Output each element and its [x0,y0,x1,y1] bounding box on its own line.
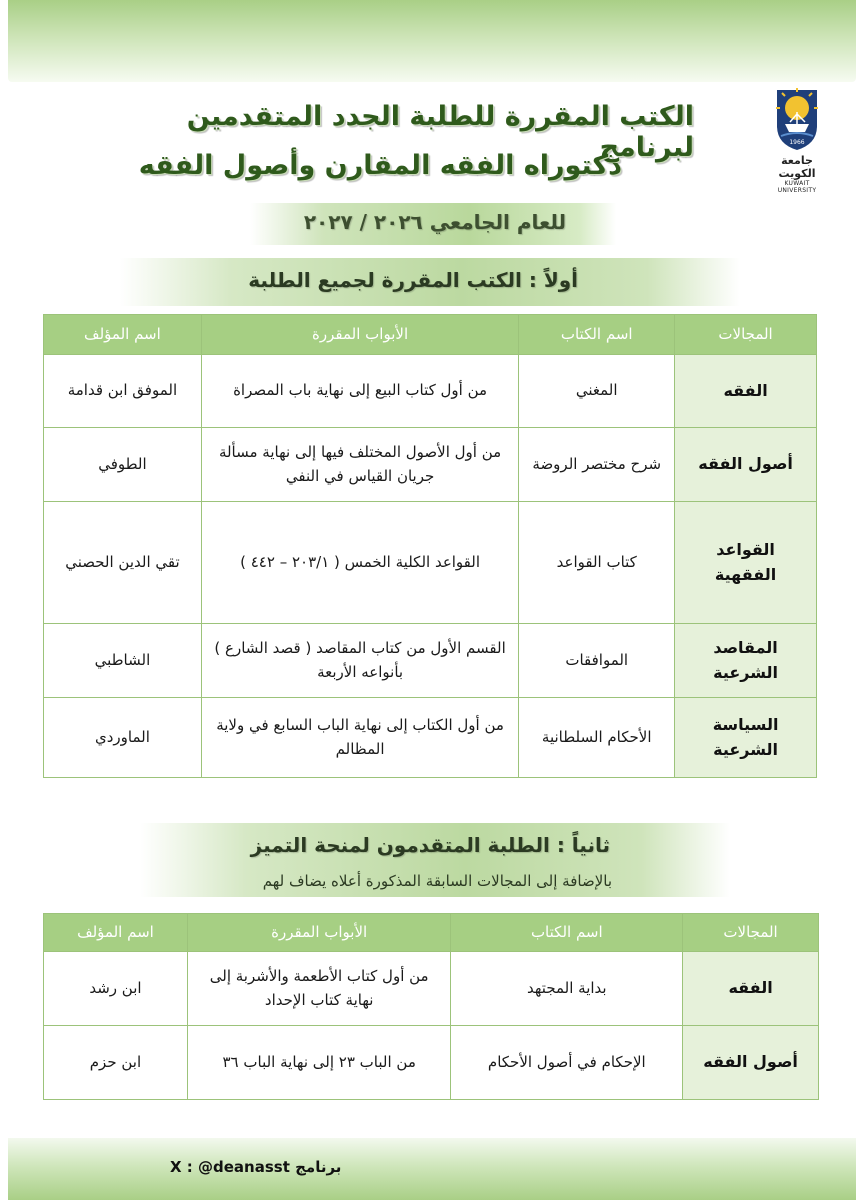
cell-field: الفقه [683,952,819,1026]
cell-book: الإحكام في أصول الأحكام [451,1026,683,1100]
table-row [44,355,817,428]
cell-field: أصول الفقه [683,1026,819,1100]
cell-author: الموفق ابن قدامة [44,355,202,428]
page-title-line1: الكتب المقررة للطلبة الجدد المتقدمين لبرنامج [186,101,694,163]
cell-field: الفقه [675,355,817,428]
cell-book: الأحكام السلطانية [519,698,675,778]
column-header-chapters: الأبواب المقررة [187,914,451,952]
cell-chapters: من أول كتاب البيع إلى نهاية باب المصراة [201,355,518,428]
cell-field: القواعد الفقهية [675,502,817,624]
cell-chapters: من أول الأصول المختلف فيها إلى نهاية مسألة جريان القياس في النفي [201,428,518,502]
column-header-author: اسم المؤلف [44,914,188,952]
university-logo [766,86,828,194]
table-header-row [44,914,819,952]
table-row [44,502,817,624]
page-title-line2: دكتوراه الفقه المقارن وأصول الفقه [138,150,622,181]
cell-author: تقي الدين الحصني [44,502,202,624]
founded-year: 1966 [789,139,805,146]
cell-book: الموافقات [519,624,675,698]
column-header-book: اسم الكتاب [519,315,675,355]
footer-social-handle: برنامج X : @deanasst [170,1158,342,1176]
column-header-field: المجالات [675,315,817,355]
cell-chapters: من الباب ٢٣ إلى نهاية الباب ٣٦ [187,1026,451,1100]
university-name-en: KUWAIT UNIVERSITY [777,180,817,194]
required-books-table [43,314,817,778]
section2-subtitle: بالإضافة إلى المجالات السابقة المذكورة أعلاه يضاف لهم [262,872,612,890]
cell-field: أصول الفقه [675,428,817,502]
table-row [44,698,817,778]
cell-book: شرح مختصر الروضة [519,428,675,502]
table-row [44,1026,819,1100]
cell-chapters: من أول كتاب الأطعمة والأشربة إلى نهاية كتاب الإحداد [187,952,451,1026]
column-header-author: اسم المؤلف [44,315,202,355]
column-header-book: اسم الكتاب [451,914,683,952]
academic-year: للعام الجامعي ٢٠٢٦ / ٢٠٢٧ [303,210,566,234]
cell-field: السياسة الشرعية [675,698,817,778]
excellence-books-table [43,913,819,1100]
cell-chapters: القسم الأول من كتاب المقاصد ( قصد الشارع ) بأنواعه الأربعة [201,624,518,698]
cell-author: ابن رشد [44,952,188,1026]
cell-author: ابن حزم [44,1026,188,1100]
column-header-chapters: الأبواب المقررة [201,315,518,355]
table-header-row [44,315,817,355]
cell-chapters: القواعد الكلية الخمس ( ٢٠٣/١ – ٤٤٢ ) [201,502,518,624]
section1-title: أولاً : الكتب المقررة لجميع الطلبة [248,268,578,292]
section2-title: ثانياً : الطلبة المتقدمون لمنحة التميز [250,833,610,857]
top-decorative-band [8,0,856,82]
cell-book: المغني [519,355,675,428]
cell-chapters: من أول الكتاب إلى نهاية الباب السابع في ولاية المظالم [201,698,518,778]
bottom-decorative-band [8,1138,856,1200]
table-row [44,952,819,1026]
table-row [44,428,817,502]
university-name-ar: جامعة الكويت [778,154,816,180]
table-row [44,624,817,698]
cell-author: الطوفي [44,428,202,502]
cell-book: بداية المجتهد [451,952,683,1026]
column-header-field: المجالات [683,914,819,952]
cell-author: الماوردي [44,698,202,778]
university-emblem-icon [771,86,823,152]
cell-author: الشاطبي [44,624,202,698]
cell-book: كتاب القواعد [519,502,675,624]
cell-field: المقاصد الشرعية [675,624,817,698]
